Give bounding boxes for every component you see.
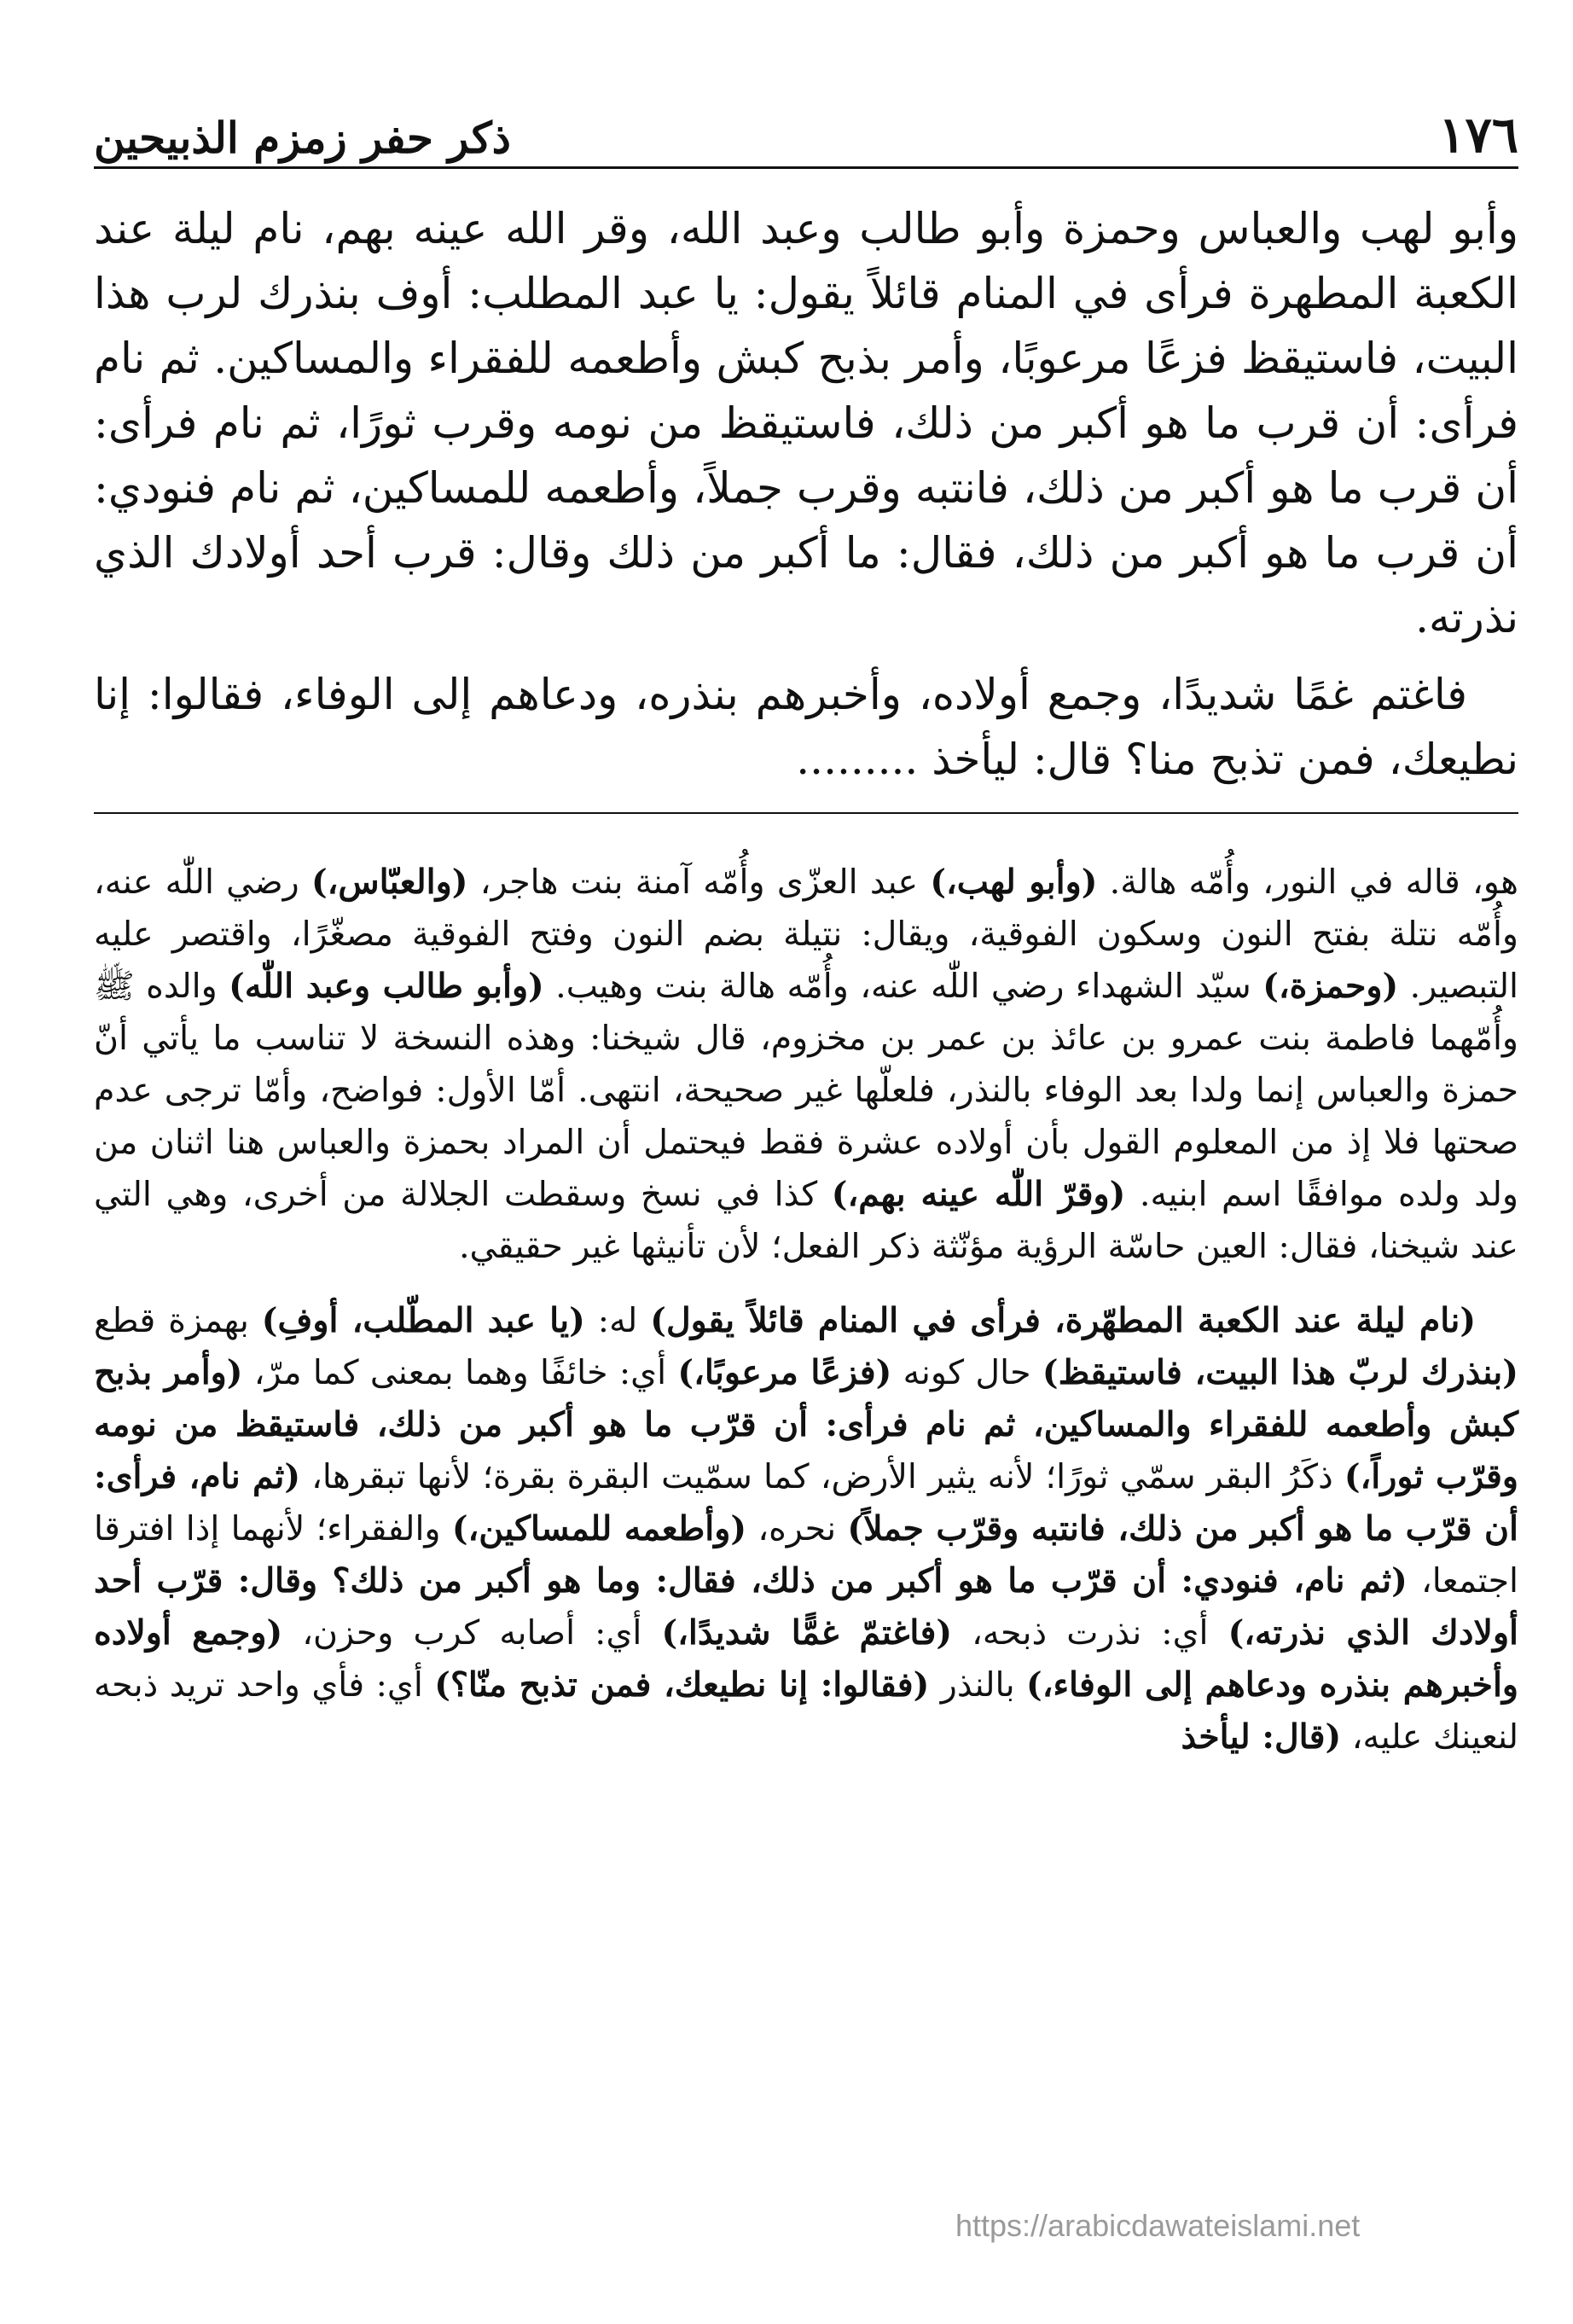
page-number: ١٧٦ <box>1438 106 1518 164</box>
main-paragraph-1: وأبو لهب والعباس وحمزة وأبو طالب وعبد الله، وقر الله عينه بهم، نام ليلة عند الكعبة المطهرة فرأى في المنام قائلاً يقول: يا عبد المطلب: أوف بنذرك لرب هذا البيت، فاستيقظ فزعًا مرعوبًا، وأمر بذبح كبش وأطعمه للفقراء والمساكين. ثم نام فرأى: أن قرب ما هو أكبر من ذلك، فاستيقظ من نومه وقرب ثورًا، ثم نام فرأى: أن قرب ما هو أكبر من ذلك، فانتبه وقرب جملاً، وأطعمه للمساكين، ثم نام فنودي: أن قرب ما هو أكبر من ذلك، فقال: ما أكبر من ذلك وقال: قرب أحد أولادك الذي نذرته. <box>94 204 1518 642</box>
quoted-matn: (وجمع أولاده وأخبرهم بنذره ودعاهم إلى الوفاء،) <box>94 1613 1518 1705</box>
commentary-text: له: <box>584 1301 651 1340</box>
main-text <box>94 196 1518 792</box>
quoted-matn: (ثم نام، فنودي: أن قرّب ما هو أكبر من ذلك، فقال: وما هو أكبر من ذلك؟ وقال: قرّب أحد أولادك الذي نذرته،) <box>94 1561 1518 1653</box>
quoted-matn: (فزعًا مرعوبًا،) <box>677 1353 892 1392</box>
commentary-paragraph-2 <box>94 1295 1518 1763</box>
quoted-matn: (فقالوا: إنا نطيعك، فمن تذبح منّا؟) <box>434 1665 930 1705</box>
running-header <box>94 81 1518 169</box>
commentary-text: بهمزة قطع <box>94 1301 262 1340</box>
commentary-text: والده ﷺ وأُمّهما فاطمة بنت عمرو بن عائذ بن عمر بن مخزوم، قال شيخنا: وهذه النسخة لا تناسب ما يأتي أنّ حمزة والعباس إنما ولدا بعد الوفاء بالنذر، فلعلّها غير صحيحة، انتهى. أمّا الأول: فواضح، وأمّا ترجى عدم صحتها فلا إذ من المعلوم القول بأن أولاده عشرة فقط فيحتمل أن المراد بحمزة والعباس هنا اثنان من ولد ولده موافقًا اسم ابنيه. <box>94 967 1518 1214</box>
quoted-matn: (وقرّ اللّٰه عينه بهم،) <box>831 1175 1126 1214</box>
quoted-matn: (وأطعمه للمساكين،) <box>451 1509 747 1548</box>
commentary-text: أي: خائفًا وهما بمعنى كما مرّ، <box>242 1353 678 1392</box>
commentary-text: هو، قاله في النور، وأُمّه هالة. <box>1097 863 1519 902</box>
commentary-text: عبد العزّى وأُمّه آمنة بنت هاجر، <box>467 863 931 902</box>
quoted-matn: (ثم نام، فرأى: أن قرّب ما هو أكبر من ذلك، فانتبه وقرّب جملاً) <box>94 1457 1519 1548</box>
quoted-matn: (نام ليلة عند الكعبة المطهّرة، فرأى في المنام قائلاً يقول) <box>650 1301 1477 1340</box>
commentary-text: حال كونه <box>891 1353 1042 1392</box>
commentary-text: والفقراء؛ لأنهما إذا افترقا اجتمعا، <box>94 1509 1518 1601</box>
chapter-title: ذكر حفر زمزم الذبيحين <box>94 113 511 163</box>
commentary-text: أي: فأي واحد تريد ذبحه لنعينك عليه، <box>94 1665 1518 1757</box>
quoted-matn: (قال: ليأخذ <box>1181 1717 1342 1757</box>
quoted-matn: (بنذرك لربّ هذا البيت، فاستيقظ) <box>1042 1353 1518 1392</box>
commentary-text: نحره، <box>746 1509 848 1548</box>
watermark-url: https://arabicdawateislami.net <box>955 2208 1361 2243</box>
quoted-matn: (وحمزة،) <box>1262 967 1399 1006</box>
commentary-text: ذكَرُ البقر سمّي ثورًا؛ لأنه يثير الأرض، كما سمّيت البقرة بقرة؛ لأنها تبقرها، <box>300 1457 1344 1496</box>
commentary-text: سيّد الشهداء رضي اللّٰه عنه، وأُمّه هالة بنت وهيب. <box>543 967 1263 1006</box>
book-page <box>94 81 1518 2282</box>
quoted-matn: (يا عبد المطّلب، أوفِ) <box>261 1301 585 1340</box>
commentary <box>94 857 1518 1763</box>
commentary-text: رضي اللّٰه عنه، وأُمّه نتلة بفتح النون وسكون الفوقية، ويقال: نتيلة بضم النون وفتح الفوقية مصغّرًا، واقتصر عليه التبصير. <box>94 863 1519 1006</box>
commentary-text: بالنذر <box>929 1665 1027 1705</box>
quoted-matn: (وأبو طالب وعبد اللّٰه) <box>229 967 544 1006</box>
commentary-text: أي: أصابه كرب وحزن، <box>282 1613 662 1653</box>
commentary-text: أي: نذرت ذبحه، <box>952 1613 1228 1653</box>
quoted-matn: (وأبو لهب،) <box>930 863 1098 902</box>
quoted-matn: (فاغتمّ غمًّا شديدًا،) <box>661 1613 953 1653</box>
quoted-matn: (والعبّاس،) <box>311 863 468 902</box>
quoted-matn: (وأمر بذبح كبش وأطعمه للفقراء والمساكين، ثم نام فرأى: أن قرّب ما هو أكبر من ذلك، فاستيقظ من نومه وقرّب ثوراً،) <box>94 1353 1518 1496</box>
footnote-divider <box>94 812 1518 814</box>
commentary-paragraph-1 <box>94 857 1518 1273</box>
main-paragraph-2: فاغتم غمًا شديدًا، وجمع أولاده، وأخبرهم بنذره، ودعاهم إلى الوفاء، فقالوا: إنا نطيعك، فمن تذبح منا؟ قال: ليأخذ ......... <box>94 670 1518 784</box>
commentary-text: كذا في نسخ وسقطت الجلالة من أخرى، وهي التي عند شيخنا، فقال: العين حاسّة الرؤية مؤنّثة ذكر الفعل؛ لأن تأنيثها غير حقيقي. <box>94 1175 1518 1266</box>
